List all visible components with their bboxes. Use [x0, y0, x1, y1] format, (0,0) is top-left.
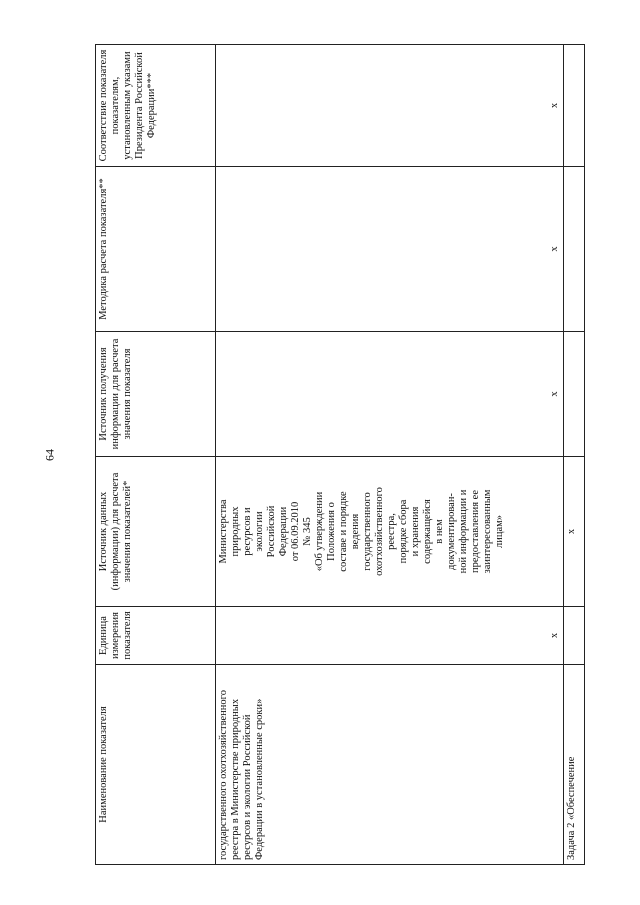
indicator-name-text: государственного охотхозяйственного реестра в Министерстве природных ресурсов и экологии Российской Федерации в установленные сроки» [218, 690, 265, 860]
cell-method [216, 167, 564, 332]
task-cell-info-source [564, 332, 585, 457]
header-info-source: Источник получения информации для расчета значения показателя [96, 332, 216, 457]
table-header-row [96, 45, 216, 865]
table-wrapper [95, 45, 585, 865]
task-cell-data-source [564, 457, 585, 607]
header-compliance: Соответствие показателя показателям, установленным указами Президента Российской Федерации*** [96, 45, 216, 167]
cell-indicator-name [216, 665, 564, 865]
method-x: x [549, 246, 560, 252]
page-number: 64 [42, 449, 57, 461]
task-cell-compliance [564, 45, 585, 167]
header-unit: Единица измерения показателя [96, 607, 216, 665]
indicator-table [95, 44, 585, 865]
task-cell-method [564, 167, 585, 332]
cell-unit [216, 607, 564, 665]
data-source-x: x [566, 528, 577, 535]
table-row [216, 45, 564, 865]
task-cell-unit [564, 607, 585, 665]
header-data-source: Источник данных (информации) для расчета значения показателей* [96, 457, 216, 607]
info-source-x: x [549, 391, 560, 397]
header-indicator-name: Наименование показателя [96, 665, 216, 865]
unit-x: x [549, 632, 560, 639]
cell-data-source [216, 457, 564, 607]
cell-info-source [216, 332, 564, 457]
cell-compliance [216, 45, 564, 167]
compliance-x: x [549, 102, 560, 109]
task-row [564, 45, 585, 865]
task-label: Задача 2 «Обеспечение [564, 665, 585, 865]
header-method: Методика расчета показателя** [96, 167, 216, 332]
data-source-text: Министерства природных ресурсов и экологии Российской Федерации от 06.09.2010 № 345 «Об утверждении Положения о составе и порядке ведения государственного охотхозяйственного реестра, порядке сбора и хранения содержащейся в нем документирован- ной информации и предоставления ее заинтересованным лицам» [218, 487, 505, 576]
